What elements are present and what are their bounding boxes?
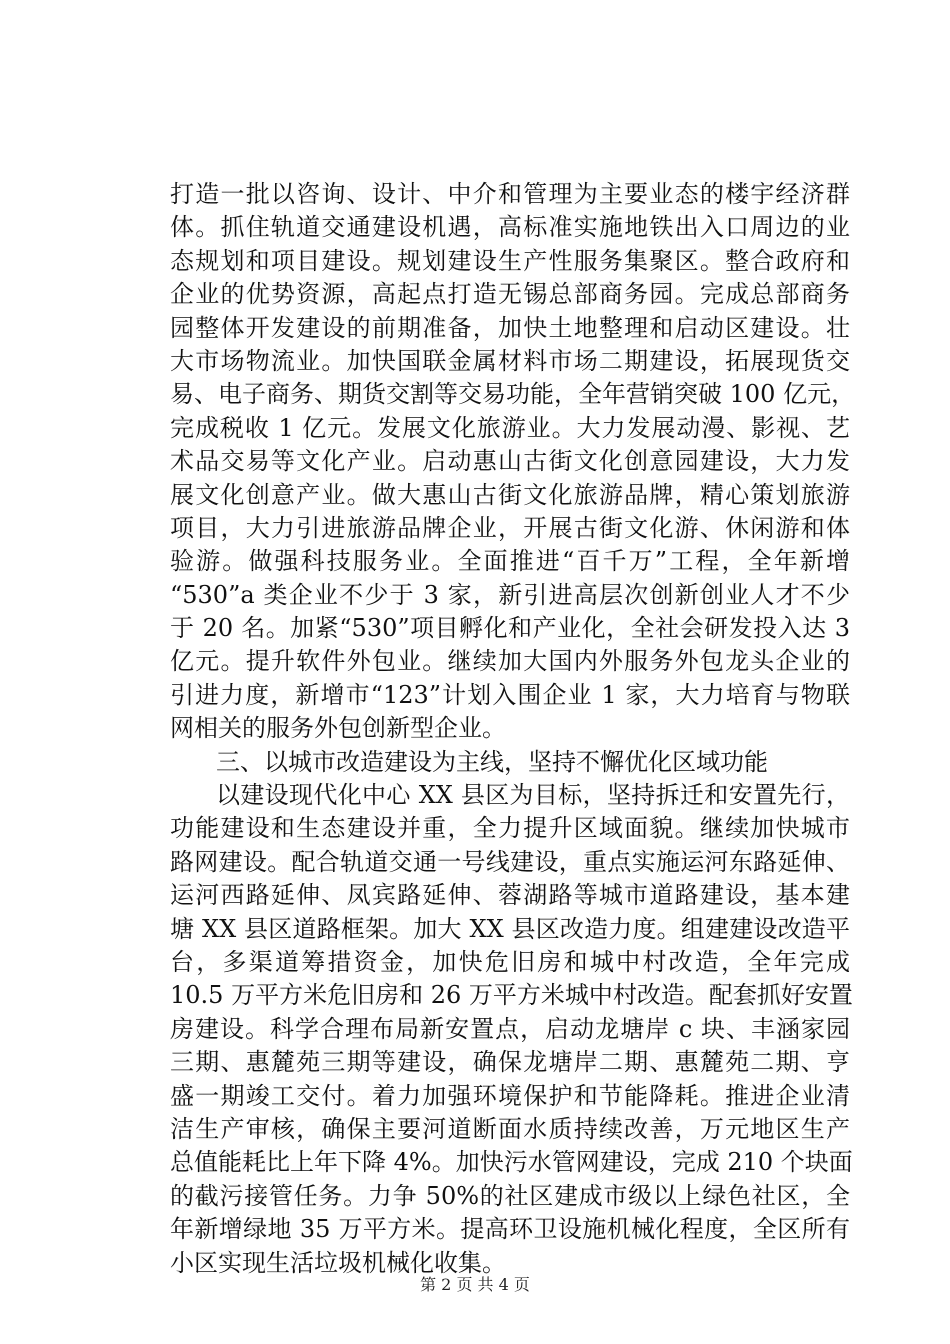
text-line: 体。抓住轨道交通建设机遇，高标准实施地铁出入口周边的业: [170, 213, 850, 242]
text-line: 亿元。提升软件外包业。继续加大国内外服务外包龙头企业的: [170, 647, 850, 676]
text-line: 项目，大力引进旅游品牌企业，开展古街文化游、休闲游和体: [170, 513, 850, 542]
text-line: 三期、惠麓苑三期等建设，确保龙塘岸二期、惠麓苑二期、亨: [170, 1048, 850, 1077]
document-body: [170, 178, 856, 1280]
text-line: 洁生产审核，确保主要河道断面水质持续改善，万元地区生产: [170, 1114, 850, 1143]
text-line: 引进力度，新增市“123”计划入围企业 1 家，大力培育与物联: [170, 680, 850, 709]
text-line: 验游。做强科技服务业。全面推进“百千万”工程，全年新增: [170, 547, 850, 576]
text-line: “530”a 类企业不少于 3 家，新引进高层次创新创业人才不少: [170, 580, 850, 609]
text-line: 总值能耗比上年下降 4%。加快污水管网建设，完成 210 个块面: [170, 1148, 853, 1177]
text-line: 年新增绿地 35 万平方米。提高环卫设施机械化程度，全区所有: [170, 1215, 850, 1244]
page-number-footer: 第 2 页 共 4 页: [420, 1275, 530, 1294]
text-line: 于 20 名。加紧“530”项目孵化和产业化，全社会研发投入达 3: [170, 614, 850, 643]
text-line: 态规划和项目建设。规划建设生产性服务集聚区。整合政府和: [170, 246, 850, 275]
text-line: 功能建设和生态建设并重，全力提升区域面貌。继续加快城市: [170, 814, 850, 843]
text-line: 小区实现生活垃圾机械化收集。: [170, 1248, 506, 1277]
text-line: 打造一批以咨询、设计、中介和管理为主要业态的楼宇经济群: [170, 180, 850, 208]
text-line: 术品交易等文化产业。启动惠山古街文化创意园建设，大力发: [170, 447, 850, 476]
text-line: 企业的优势资源，高起点打造无锡总部商务园。完成总部商务: [170, 280, 850, 309]
text-line: 网相关的服务外包创新型企业。: [170, 714, 506, 743]
text-line: 路网建设。配合轨道交通一号线建设，重点实施运河东路延伸、: [170, 847, 850, 876]
text-line: 盛一期竣工交付。着力加强环境保护和节能降耗。推进企业清: [170, 1081, 850, 1110]
text-line: 房建设。科学合理布局新安置点，启动龙塘岸 c 块、丰涵家园: [170, 1014, 850, 1043]
text-line: 的截污接管任务。力争 50%的社区建成市级以上绿色社区，全: [170, 1181, 850, 1210]
text-line: 运河西路延伸、凤宾路延伸、蓉湖路等城市道路建设，基本建: [170, 881, 850, 910]
text-line: 以建设现代化中心 XX 县区为目标，坚持拆迁和安置先行，: [216, 781, 850, 810]
text-line: 完成税收 1 亿元。发展文化旅游业。大力发展动漫、影视、艺: [170, 413, 850, 442]
section-heading: 三、以城市改造建设为主线，坚持不懈优化区域功能: [216, 747, 768, 776]
text-line: 10.5 万平方米危旧房和 26 万平方米城中村改造。配套抓好安置: [170, 981, 853, 1010]
text-line: 塘 XX 县区道路框架。加大 XX 县区改造力度。组建建设改造平: [170, 914, 850, 943]
text-line: 易、电子商务、期货交割等交易功能，全年营销突破 100 亿元，: [170, 380, 856, 409]
text-line: 大市场物流业。加快国联金属材料市场二期建设，拓展现货交: [170, 346, 850, 375]
text-line: 台，多渠道筹措资金，加快危旧房和城中村改造，全年完成: [170, 947, 850, 976]
text-line: 园整体开发建设的前期准备，加快土地整理和启动区建设。壮: [170, 313, 850, 342]
text-line: 展文化创意产业。做大惠山古街文化旅游品牌，精心策划旅游: [170, 480, 850, 509]
